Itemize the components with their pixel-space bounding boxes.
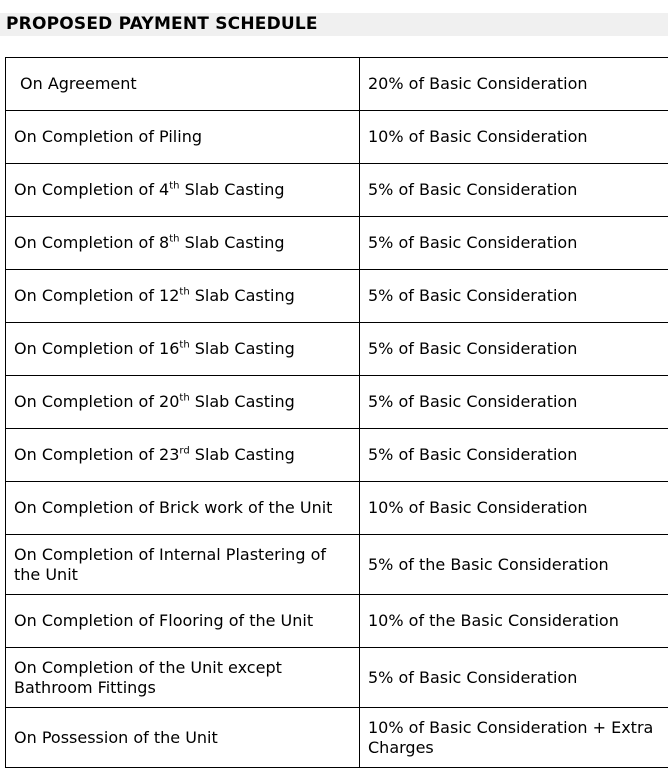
ordinal-suffix: th [179,286,190,298]
payment-cell: 10% of Basic Consideration + Extra Charges [360,708,668,768]
stage-cell [6,270,360,323]
stage-text: On Completion of Piling [14,127,202,146]
payment-cell: 5% of Basic Consideration [360,217,668,270]
stage-cell [6,429,360,482]
stage-cell [6,217,360,270]
payment-cell: 20% of Basic Consideration [360,58,668,111]
table-row [6,482,668,535]
ordinal-suffix: th [169,233,180,245]
stage-cell [6,595,360,648]
stage-text-suffix: Slab Casting [189,445,295,464]
stage-cell [6,708,360,768]
payment-cell: 5% of Basic Consideration [360,648,668,708]
payment-cell: 5% of Basic Consideration [360,323,668,376]
table-row [6,58,668,111]
table-row [6,376,668,429]
stage-text: On Completion of Internal Plastering of the Unit [14,544,326,584]
table-row [6,323,668,376]
stage-text: On Agreement [20,74,137,93]
payment-cell: 10% of the Basic Consideration [360,595,668,648]
stage-text: On Completion of 8 [14,233,170,252]
stage-text: On Completion of 4 [14,180,170,199]
table-row [6,429,668,482]
stage-text: On Completion of 23 [14,445,180,464]
payment-schedule-table [5,57,668,768]
stage-text-suffix: Slab Casting [189,286,295,305]
payment-cell: 5% of the Basic Consideration [360,535,668,595]
payment-cell: 10% of Basic Consideration [360,111,668,164]
table-row [6,648,668,708]
stage-text: On Completion of 16 [14,339,180,358]
ordinal-suffix: rd [179,445,190,457]
title-bar [0,13,668,36]
payment-cell: 5% of Basic Consideration [360,376,668,429]
stage-cell [6,482,360,535]
table-row [6,164,668,217]
table-row [6,595,668,648]
stage-text-suffix: Slab Casting [189,339,295,358]
stage-text-suffix: Slab Casting [189,392,295,411]
stage-text-suffix: Slab Casting [179,233,285,252]
stage-cell [6,111,360,164]
stage-cell [6,376,360,429]
payment-cell: 10% of Basic Consideration [360,482,668,535]
payment-cell: 5% of Basic Consideration [360,429,668,482]
table-row [6,535,668,595]
page-title: PROPOSED PAYMENT SCHEDULE [6,14,318,34]
stage-text: On Completion of Flooring of the Unit [14,611,314,630]
table-row [6,708,668,768]
stage-cell [6,58,360,111]
stage-cell [6,648,360,708]
ordinal-suffix: th [179,339,190,351]
stage-text-suffix: Slab Casting [179,180,285,199]
stage-text: On Completion of Brick work of the Unit [14,498,333,517]
payment-cell: 5% of Basic Consideration [360,270,668,323]
ordinal-suffix: th [169,180,180,192]
stage-text: On Completion of 20 [14,392,180,411]
stage-text: On Completion of 12 [14,286,180,305]
table-row [6,111,668,164]
table-row [6,270,668,323]
stage-cell [6,164,360,217]
payment-cell: 5% of Basic Consideration [360,164,668,217]
stage-text: On Completion of the Unit except Bathroom Fittings [14,657,282,697]
stage-cell [6,535,360,595]
table-row [6,217,668,270]
stage-cell [6,323,360,376]
ordinal-suffix: th [179,392,190,404]
stage-text: On Possession of the Unit [14,727,218,747]
